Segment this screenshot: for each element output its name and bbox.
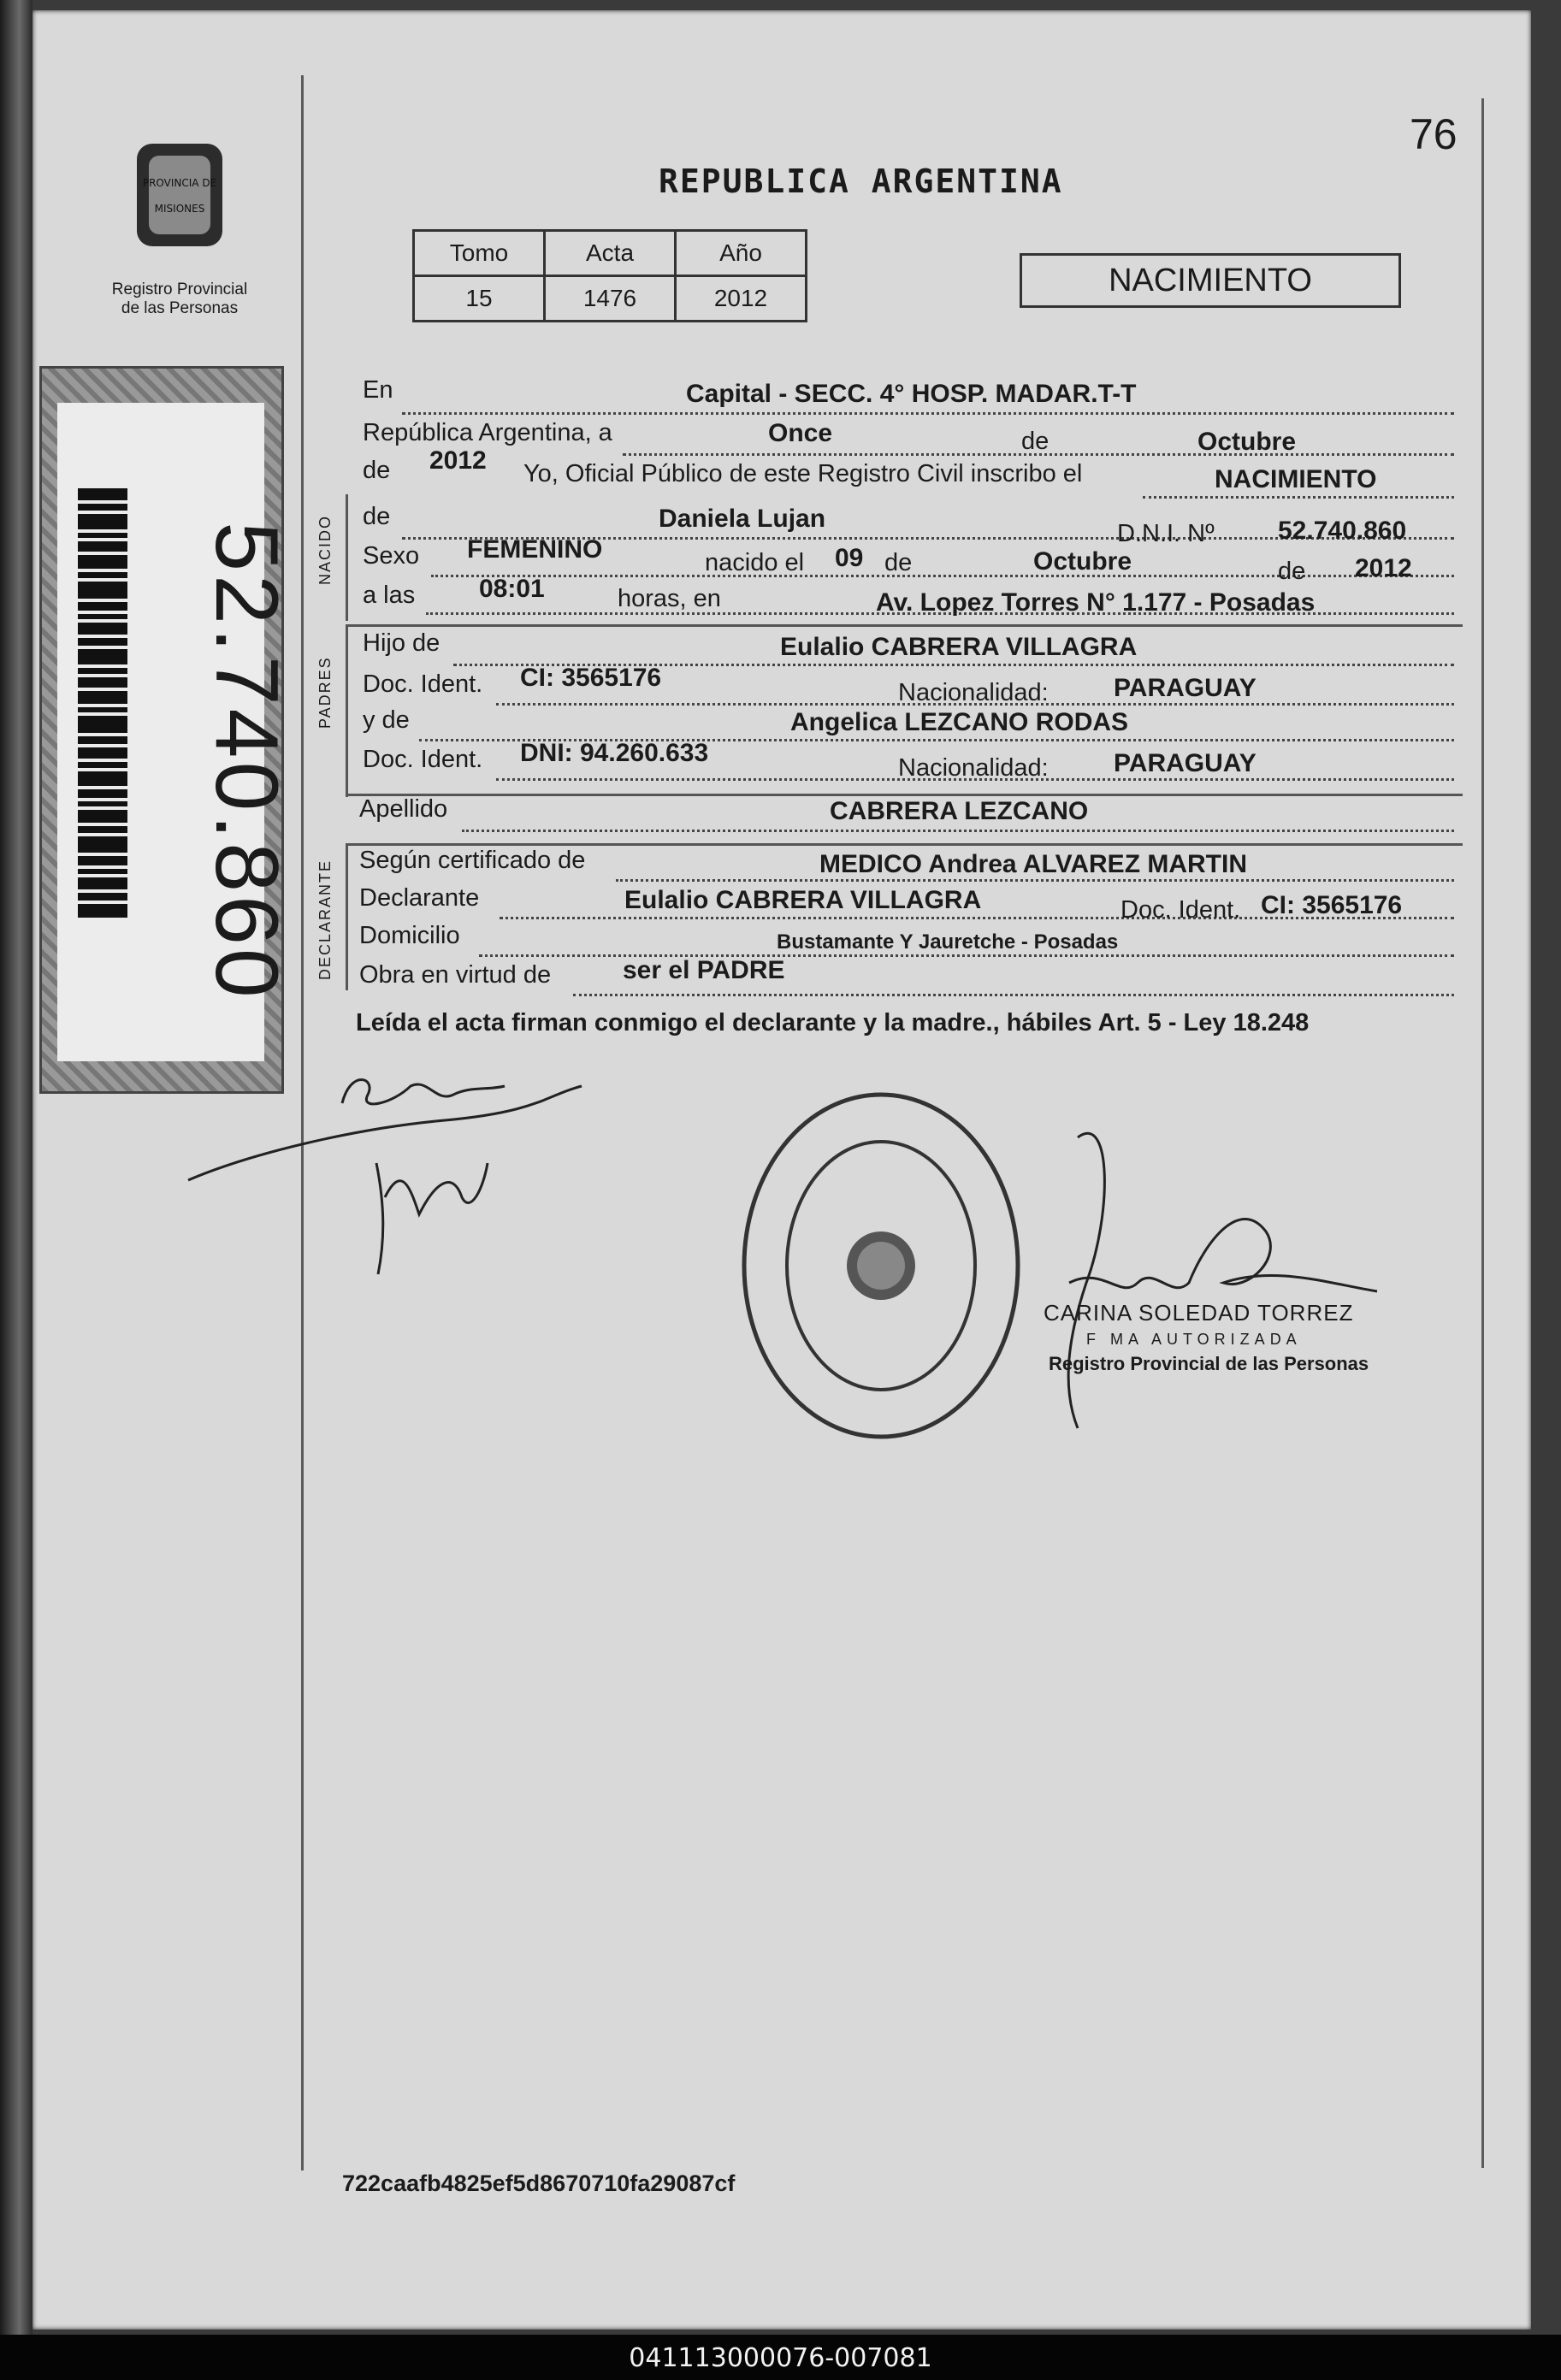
label-declarante: Declarante: [359, 884, 480, 912]
registry-logo-text: Registro Provincial de las Personas: [111, 281, 248, 317]
value-obra: ser el PADRE: [623, 956, 785, 984]
barcode-label: [57, 403, 296, 1061]
label-domicilio: Domicilio: [359, 922, 460, 949]
value-father-name: Eulalio CABRERA VILLAGRA: [780, 633, 1138, 661]
label-mother-doc: Doc. Ident.: [363, 746, 483, 773]
dots-inscribo: [1143, 496, 1454, 499]
value-sexo: FEMENINO: [467, 535, 603, 564]
section-divider-padres: [346, 626, 348, 797]
label-de-year: de: [363, 457, 391, 484]
value-birth-day: 09: [835, 544, 864, 572]
section-rule-3: [346, 843, 1463, 846]
value-declarante: Eulalio CABRERA VILLAGRA: [624, 886, 982, 914]
label-birth-de2: de: [1278, 558, 1306, 585]
register-header-ano: Año: [676, 231, 807, 276]
label-mother-nat: Nacionalidad:: [898, 754, 1049, 782]
value-father-doc: CI: 3565176: [520, 664, 662, 692]
label-nacido-de: de: [363, 503, 391, 530]
page-number: 76: [1410, 110, 1458, 158]
signatory-role: F MA AUTORIZADA: [1086, 1331, 1302, 1348]
label-dni: D.N.I. Nº: [1117, 520, 1215, 547]
register-value-tomo: 15: [414, 276, 545, 322]
value-birth-year: 2012: [1355, 554, 1412, 582]
value-dni: 52.740.860: [1278, 517, 1407, 545]
label-republica: República Argentina, a: [363, 419, 612, 446]
label-a-las: a las: [363, 582, 416, 609]
section-label-nacido: NACIDO: [316, 514, 334, 585]
label-sexo: Sexo: [363, 542, 420, 570]
closing-statement: Leída el acta firman conmigo el declarante y la madre., hábiles Art. 5 - Ley 18.248: [356, 1009, 1310, 1036]
register-value-acta: 1476: [545, 276, 676, 322]
barcode-sticker: [39, 366, 296, 1094]
value-republica-month: Octubre: [1197, 428, 1297, 456]
value-inscribo: NACIMIENTO: [1215, 465, 1377, 493]
label-birth-de1: de: [884, 549, 913, 576]
label-y-de: y de: [363, 706, 410, 734]
label-horas-en: horas, en: [618, 585, 721, 612]
record-type-box: NACIMIENTO: [1020, 253, 1401, 308]
label-obra: Obra en virtud de: [359, 961, 552, 989]
label-republica-de: de: [1021, 428, 1050, 455]
label-segun: Según certificado de: [359, 847, 586, 874]
register-value-ano: 2012: [676, 276, 807, 322]
declarant-signature: [180, 1060, 590, 1283]
label-declarante-doc: Doc. Ident.: [1120, 896, 1241, 924]
label-apellido: Apellido: [359, 795, 448, 823]
value-mother-nat: PARAGUAY: [1114, 749, 1256, 777]
country-title: REPUBLICA ARGENTINA: [659, 162, 1063, 200]
section-rule-1: [346, 624, 1463, 627]
dots-segun: [616, 879, 1454, 882]
section-label-declarante: DECLARANTE: [316, 859, 334, 980]
label-father-doc: Doc. Ident.: [363, 670, 483, 698]
section-divider-declarante: [346, 845, 348, 990]
value-republica-day: Once: [768, 419, 833, 447]
official-signature: [1052, 1112, 1394, 1437]
svg-text:PROVINCIA DE: PROVINCIA DE: [142, 177, 217, 189]
value-mother-name: Angelica LEZCANO RODAS: [790, 708, 1129, 736]
dots-en: [402, 412, 1454, 415]
value-place: Av. Lopez Torres N° 1.177 - Posadas: [876, 588, 1316, 617]
right-margin-line: [1481, 98, 1484, 2168]
register-header-acta: Acta: [545, 231, 676, 276]
document-hash: 722caafb4825ef5d8670710fa29087cf: [342, 2170, 736, 2196]
label-father-nat: Nacionalidad:: [898, 679, 1049, 706]
value-domicilio: Bustamante Y Jauretche - Posadas: [777, 930, 1119, 954]
official-seal-icon: [736, 1086, 1026, 1445]
value-year: 2012: [429, 446, 487, 475]
section-label-padres: PADRES: [316, 656, 334, 729]
signatory-office: Registro Provincial de las Personas: [1049, 1353, 1369, 1374]
value-father-nat: PARAGUAY: [1114, 674, 1256, 702]
value-nacido-name: Daniela Lujan: [659, 505, 826, 533]
label-hijo-de: Hijo de: [363, 629, 441, 657]
register-header-tomo: Tomo: [414, 231, 545, 276]
text-yo-oficial: Yo, Oficial Público de este Registro Civil inscribo el: [523, 460, 1083, 487]
label-en: En: [363, 376, 393, 404]
scan-code: 041113000076-007081: [629, 2343, 932, 2373]
section-rule-2: [346, 794, 1463, 796]
value-apellido: CABRERA LEZCANO: [830, 797, 1089, 825]
value-hour: 08:01: [479, 575, 545, 603]
dots-apellido: [462, 830, 1454, 832]
signatory-name: CARINA SOLEDAD TORREZ: [1044, 1300, 1354, 1326]
value-birth-month: Octubre: [1033, 547, 1132, 576]
value-segun: MEDICO Andrea ALVAREZ MARTIN: [819, 850, 1247, 878]
svg-text:MISIONES: MISIONES: [154, 203, 205, 215]
dots-obra: [573, 994, 1454, 996]
value-en: Capital - SECC. 4° HOSP. MADAR.T-T: [686, 380, 1137, 408]
barcode-bars: [78, 488, 127, 1027]
register-table: [412, 229, 807, 322]
barcode-number: 52.740.860: [196, 522, 296, 1001]
section-divider-nacido: [346, 494, 348, 621]
value-mother-doc: DNI: 94.260.633: [520, 739, 709, 767]
value-declarante-doc: CI: 3565176: [1261, 891, 1403, 919]
label-nacido-el: nacido el: [705, 549, 805, 576]
book-binding: [0, 0, 33, 2380]
registry-logo-icon: [111, 127, 248, 263]
